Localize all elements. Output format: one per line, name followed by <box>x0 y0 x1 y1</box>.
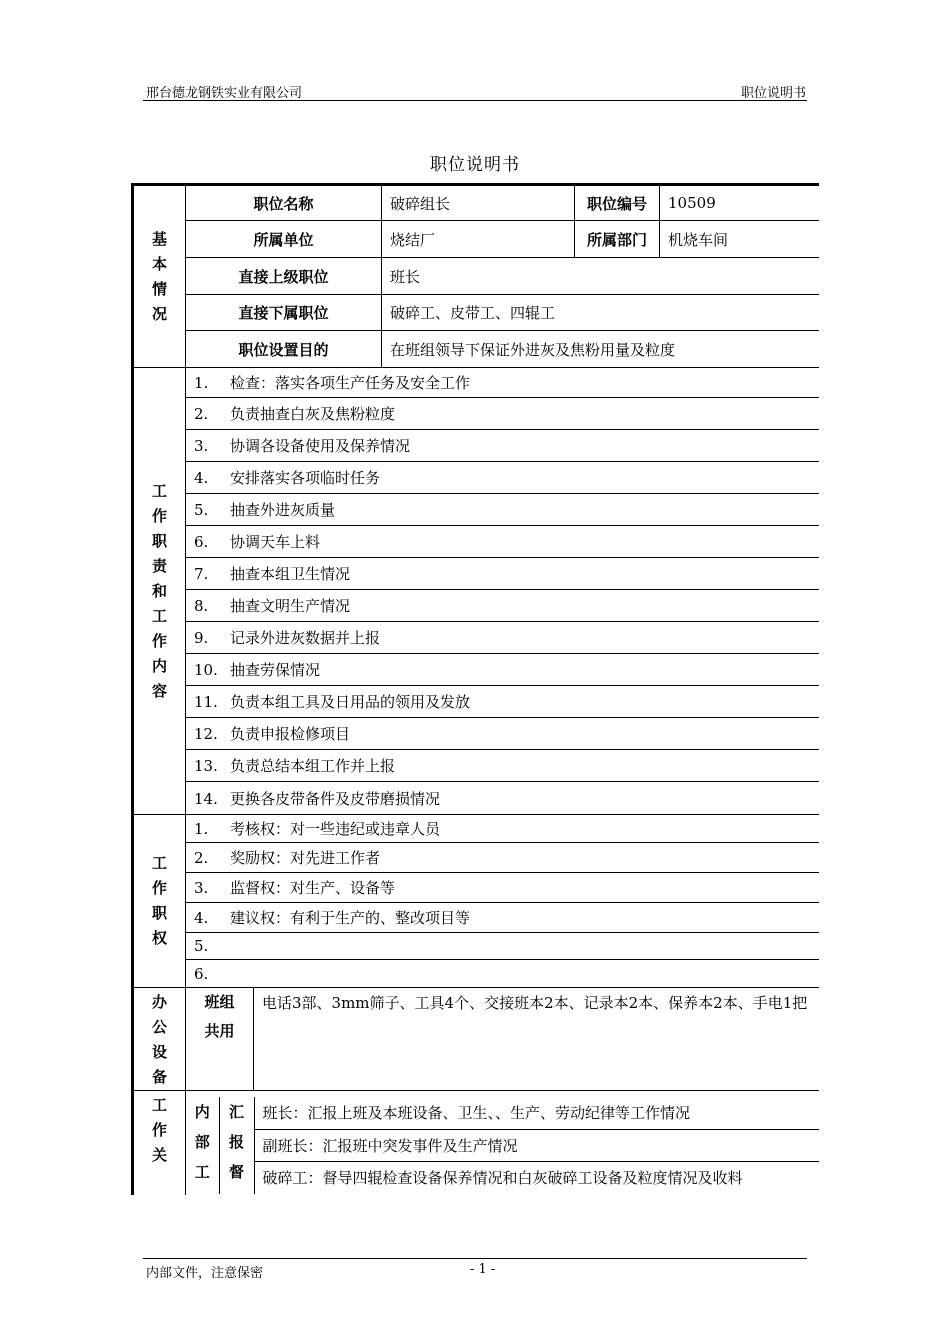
duty-item: 10. 抽查劳保情况 <box>186 654 820 686</box>
section-basic-info: 基 本 情 况 <box>133 185 186 368</box>
duty-item: 12. 负责申报检修项目 <box>186 718 820 750</box>
dept-value: 机烧车间 <box>660 221 819 258</box>
authority-item: 5. <box>186 933 820 960</box>
document-title: 职位说明书 <box>430 155 520 175</box>
superior-label: 直接上级职位 <box>186 258 382 295</box>
duty-item: 3. 协调各设备使用及保养情况 <box>186 430 820 462</box>
duty-item: 2. 负责抽查白灰及焦粉粒度 <box>186 398 820 430</box>
authority-item: 1. 考核权：对一些违纪或违章人员 <box>186 815 820 843</box>
job-description-table <box>131 183 819 1195</box>
authority-item: 2. 奖励权：对先进工作者 <box>186 843 820 873</box>
relation-row: 班长：汇报上班及本班设备、卫生、、生产、劳动纪律等工作情况 <box>254 1097 819 1130</box>
duty-item: 1. 检查：落实各项生产任务及安全工作 <box>186 368 820 398</box>
duty-item: 11. 负责本组工具及日用品的领用及发放 <box>186 686 820 718</box>
relation-row: 破碎工：督导四辊检查设备保养情况和白灰破碎工设备及粒度情况及收料 <box>254 1162 819 1194</box>
shared-by-team-label: 班组 共用 <box>186 988 254 1091</box>
report-column: 汇 报 督 <box>219 1097 254 1194</box>
job-description-table-wrapper <box>131 183 819 1195</box>
authority-item: 6. <box>186 960 820 988</box>
unit-label: 所属单位 <box>186 221 382 258</box>
header-doc-type: 职位说明书 <box>740 86 806 101</box>
duty-item: 6. 协调天车上料 <box>186 526 820 558</box>
position-name-value: 破碎组长 <box>382 185 575 221</box>
purpose-label: 职位设置目的 <box>186 331 382 368</box>
footer-confidential-note: 内部文件，注意保密 <box>146 1266 264 1281</box>
authority-item: 3. 监督权：对生产、设备等 <box>186 873 820 903</box>
duty-item: 13. 负责总结本组工作并上报 <box>186 750 820 782</box>
section-office-equipment: 办 公 设 备 <box>133 988 186 1091</box>
position-name-label: 职位名称 <box>186 185 382 221</box>
section-work-relations: 工 作 关 <box>133 1091 186 1196</box>
subordinate-label: 直接下属职位 <box>186 295 382 331</box>
duty-item: 4. 安排落实各项临时任务 <box>186 462 820 494</box>
duty-item: 9. 记录外进灰数据并上报 <box>186 622 820 654</box>
section-duties: 工 作 职 责 和 工 作 内 容 <box>133 368 186 815</box>
header-rule <box>143 100 807 101</box>
footer-rule <box>143 1258 807 1259</box>
unit-value: 烧结厂 <box>382 221 575 258</box>
purpose-value: 在班组领导下保证外进灰及焦粉用量及粒度 <box>382 331 819 368</box>
duty-item: 5. 抽查外进灰质量 <box>186 494 820 526</box>
internal-column: 内 部 工 <box>186 1097 219 1194</box>
duty-item: 14. 更换各皮带备件及皮带磨损情况 <box>186 782 820 815</box>
duty-item: 8. 抽查文明生产情况 <box>186 590 820 622</box>
relations-grid <box>186 1097 819 1194</box>
position-code-label: 职位编号 <box>575 185 660 221</box>
footer-page-number: - 1 - <box>470 1262 496 1277</box>
section-authority: 工 作 职 权 <box>133 815 186 988</box>
header-company: 邢台德龙钢铁实业有限公司 <box>146 86 303 101</box>
position-code-value: 10509 <box>660 185 819 221</box>
dept-label: 所属部门 <box>575 221 660 258</box>
relations-block <box>186 1091 820 1196</box>
relation-row: 副班长：汇报班中突发事件及生产情况 <box>254 1130 819 1162</box>
subordinate-value: 破碎工、皮带工、四辊工 <box>382 295 819 331</box>
equipment-list: 电话3部、3mm筛子、工具4个、交接班本2本、记录本2本、保养本2本、手电1把 <box>254 988 820 1091</box>
superior-value: 班长 <box>382 258 819 295</box>
authority-item: 4. 建议权：有利于生产的、整改项目等 <box>186 903 820 933</box>
duty-item: 7. 抽查本组卫生情况 <box>186 558 820 590</box>
